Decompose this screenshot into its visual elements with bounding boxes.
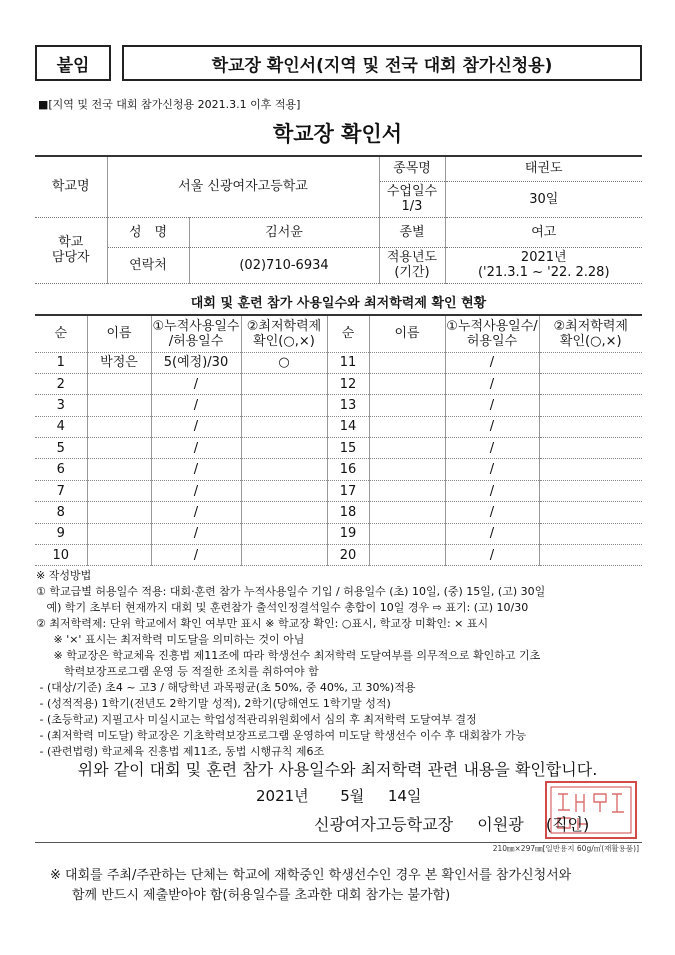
row-no: 4 <box>35 416 87 437</box>
row-name-2 <box>369 502 445 523</box>
note-line: 예) 학기 초부터 현재까지 대회 및 훈련참가 출석인정결석일수 총합이 10일 경우 ⇨ 표기: (고) 10/30 <box>36 601 529 614</box>
note-line: ※ '×' 표시는 최저학력 미도달을 의미하는 것이 아님 <box>36 633 305 646</box>
row-min <box>241 523 327 544</box>
row-no: 9 <box>35 523 87 544</box>
name-label: 성 명 <box>107 217 189 247</box>
notes <box>36 568 646 760</box>
row-days-2: / <box>445 459 539 480</box>
sport-label: 종목명 <box>379 157 445 181</box>
row-no-2: 13 <box>327 395 369 416</box>
date-day: 14일 <box>387 787 422 805</box>
footer-line-1: ※ 대회를 주최/주관하는 단체는 학교에 재학중인 학생선수인 경우 본 확인서를 참가신청서와 <box>50 868 572 883</box>
footer-note <box>50 866 571 906</box>
type-value: 여고 <box>445 217 642 247</box>
row-name <box>87 416 151 437</box>
note-line: - (최저학력 미도달) 학교장은 기초학력보장프로그램 운영하여 미도달 학생선수 이수 후 대회참가 가능 <box>36 729 527 742</box>
row-no-2: 18 <box>327 502 369 523</box>
row-name-2 <box>369 459 445 480</box>
row-name-2 <box>369 480 445 501</box>
section-title: 대회 및 훈련 참가 사용일수와 최저학력제 확인 현황 <box>190 296 487 311</box>
col-no: 순 <box>35 316 87 352</box>
table-row <box>35 395 642 416</box>
note-line: ※ 작성방법 <box>36 569 92 582</box>
note-line: - (성적적용) 1학기(전년도 2학기말 성적), 2학기(당해연도 1학기말 성적) <box>36 697 391 710</box>
row-days: 5(예정)/30 <box>151 352 241 373</box>
phone-label: 연락처 <box>107 247 189 283</box>
row-min <box>241 545 327 566</box>
row-days: / <box>151 502 241 523</box>
row-min-2 <box>539 545 642 566</box>
table-header-row <box>35 316 642 352</box>
table-row <box>35 373 642 394</box>
row-name <box>87 523 151 544</box>
row-days-2: / <box>445 523 539 544</box>
row-name-2 <box>369 545 445 566</box>
row-days-2: / <box>445 416 539 437</box>
col-min: ②최저학력제 확인(○,×) <box>241 316 327 352</box>
row-min-2 <box>539 523 642 544</box>
table-row <box>35 502 642 523</box>
row-days-2: / <box>445 502 539 523</box>
row-min <box>241 416 327 437</box>
col-days-2: ①누적사용일수/ 허용일수 <box>445 316 539 352</box>
signer-name: 이원광 <box>477 815 524 834</box>
col-name-2: 이름 <box>369 316 445 352</box>
row-no: 7 <box>35 480 87 501</box>
row-days: / <box>151 395 241 416</box>
signer <box>314 812 589 835</box>
row-min: ○ <box>241 352 327 373</box>
row-min-2 <box>539 395 642 416</box>
header-title: 학교장 확인서(지역 및 전국 대회 참가신청용) <box>122 45 642 81</box>
row-days-2: / <box>445 480 539 501</box>
row-min-2 <box>539 459 642 480</box>
table-row <box>35 416 642 437</box>
attachment-tag: 붙임 <box>35 45 111 81</box>
type-label: 종별 <box>379 217 445 247</box>
row-no: 10 <box>35 545 87 566</box>
year-value: 2021년 ('21.3.1 ~ '22. 2.28) <box>445 247 642 283</box>
note-line: ① 학교급별 허용일수 적용: 대회·훈련 참가 누적사용일수 기입 / 허용일수 (초) 10일, (중) 15일, (고) 30일 <box>36 585 546 598</box>
row-name <box>87 373 151 394</box>
table-row <box>35 438 642 459</box>
row-no-2: 20 <box>327 545 369 566</box>
school-value: 서울 신광여자고등학교 <box>107 157 379 217</box>
document-title: 학교장 확인서 <box>272 122 403 146</box>
row-min-2 <box>539 480 642 501</box>
row-name: 박정은 <box>87 352 151 373</box>
days-label: 수업일수 1/3 <box>379 181 445 217</box>
note-line: ② 최저학력제: 단위 학교에서 확인 여부만 표시 ※ 학교장 확인: ○표시, 학교장 미확인: × 표시 <box>36 617 489 630</box>
col-no-2: 순 <box>327 316 369 352</box>
row-no: 1 <box>35 352 87 373</box>
row-days: / <box>151 545 241 566</box>
note-line: - (대상/기준) 초4 ~ 고3 / 해당학년 과목평균(초 50%, 중 40%, 고 30%)적용 <box>36 681 416 694</box>
row-days: / <box>151 523 241 544</box>
row-no-2: 14 <box>327 416 369 437</box>
table-row <box>35 480 642 501</box>
row-name-2 <box>369 373 445 394</box>
row-no: 2 <box>35 373 87 394</box>
table-row <box>35 545 642 566</box>
row-name <box>87 459 151 480</box>
row-min-2 <box>539 352 642 373</box>
row-days-2: / <box>445 352 539 373</box>
applicability-note: ■[지역 및 전국 대회 참가신청용 2021.3.1 이후 적용] <box>38 98 301 111</box>
footer-line-2: 함께 반드시 제출받아야 함(허용일수를 초과한 대회 참가는 불가함) <box>72 888 451 903</box>
signer-seal-text: (직인) <box>545 815 590 834</box>
row-no: 6 <box>35 459 87 480</box>
row-name <box>87 438 151 459</box>
sport-value: 태권도 <box>445 157 642 181</box>
row-no-2: 11 <box>327 352 369 373</box>
col-days: ①누적사용일수 /허용일수 <box>151 316 241 352</box>
row-no-2: 15 <box>327 438 369 459</box>
days-value: 30일 <box>445 181 642 217</box>
phone-value: (02)710-6934 <box>189 247 379 283</box>
year-label: 적용년도 (기간) <box>379 247 445 283</box>
col-name: 이름 <box>87 316 151 352</box>
row-name <box>87 502 151 523</box>
row-name-2 <box>369 395 445 416</box>
row-days-2: / <box>445 373 539 394</box>
row-name <box>87 395 151 416</box>
row-min-2 <box>539 373 642 394</box>
row-no: 3 <box>35 395 87 416</box>
row-days: / <box>151 416 241 437</box>
date-month: 5월 <box>340 787 365 805</box>
confirmation-statement: 위와 같이 대회 및 훈련 참가 사용일수와 최저학력 관련 내용을 확인합니다. <box>77 760 598 779</box>
row-name-2 <box>369 352 445 373</box>
row-days-2: / <box>445 545 539 566</box>
row-no: 5 <box>35 438 87 459</box>
row-name-2 <box>369 416 445 437</box>
school-label: 학교명 <box>35 157 107 217</box>
row-name-2 <box>369 523 445 544</box>
row-min <box>241 459 327 480</box>
table-row <box>35 459 642 480</box>
row-no-2: 19 <box>327 523 369 544</box>
note-line: 학력보장프로그램 운영 등 적절한 조치를 취하여야 함 <box>36 665 319 678</box>
row-no: 8 <box>35 502 87 523</box>
signer-school: 신광여자고등학교장 <box>314 815 454 834</box>
note-line: - (관련법령) 학교체육 진흥법 제11조, 동법 시행규칙 제6조 <box>36 745 325 758</box>
row-no-2: 17 <box>327 480 369 501</box>
participation-table <box>35 316 642 566</box>
row-name <box>87 480 151 501</box>
col-min-2: ②최저학력제 확인(○,×) <box>539 316 642 352</box>
row-days: / <box>151 459 241 480</box>
row-min <box>241 438 327 459</box>
row-days: / <box>151 438 241 459</box>
table-row <box>35 352 642 373</box>
paper-spec: 210㎜×297㎜[일반용지 60g/㎡(재활용품)] <box>492 844 639 853</box>
row-min-2 <box>539 438 642 459</box>
row-days-2: / <box>445 438 539 459</box>
row-name-2 <box>369 438 445 459</box>
date <box>256 785 421 806</box>
row-min <box>241 395 327 416</box>
row-min <box>241 480 327 501</box>
row-days-2: / <box>445 395 539 416</box>
name-value: 김서윤 <box>189 217 379 247</box>
date-year: 2021년 <box>256 787 309 805</box>
info-table <box>35 157 642 284</box>
row-days: / <box>151 480 241 501</box>
row-no-2: 12 <box>327 373 369 394</box>
row-min-2 <box>539 416 642 437</box>
row-min <box>241 373 327 394</box>
note-line: - (초등학교) 지필고사 미실시교는 학업성적관리위원회에서 심의 후 최저학력 도달여부 결정 <box>36 713 477 726</box>
contact-group-label: 학교 담당자 <box>35 217 107 283</box>
row-min-2 <box>539 502 642 523</box>
table-row <box>35 523 642 544</box>
row-name <box>87 545 151 566</box>
note-line: ※ 학교장은 학교체육 진흥법 제11조에 따라 학생선수 최저학력 도달여부를 의무적으로 확인하고 기초 <box>36 649 541 662</box>
row-days: / <box>151 373 241 394</box>
row-min <box>241 502 327 523</box>
row-no-2: 16 <box>327 459 369 480</box>
